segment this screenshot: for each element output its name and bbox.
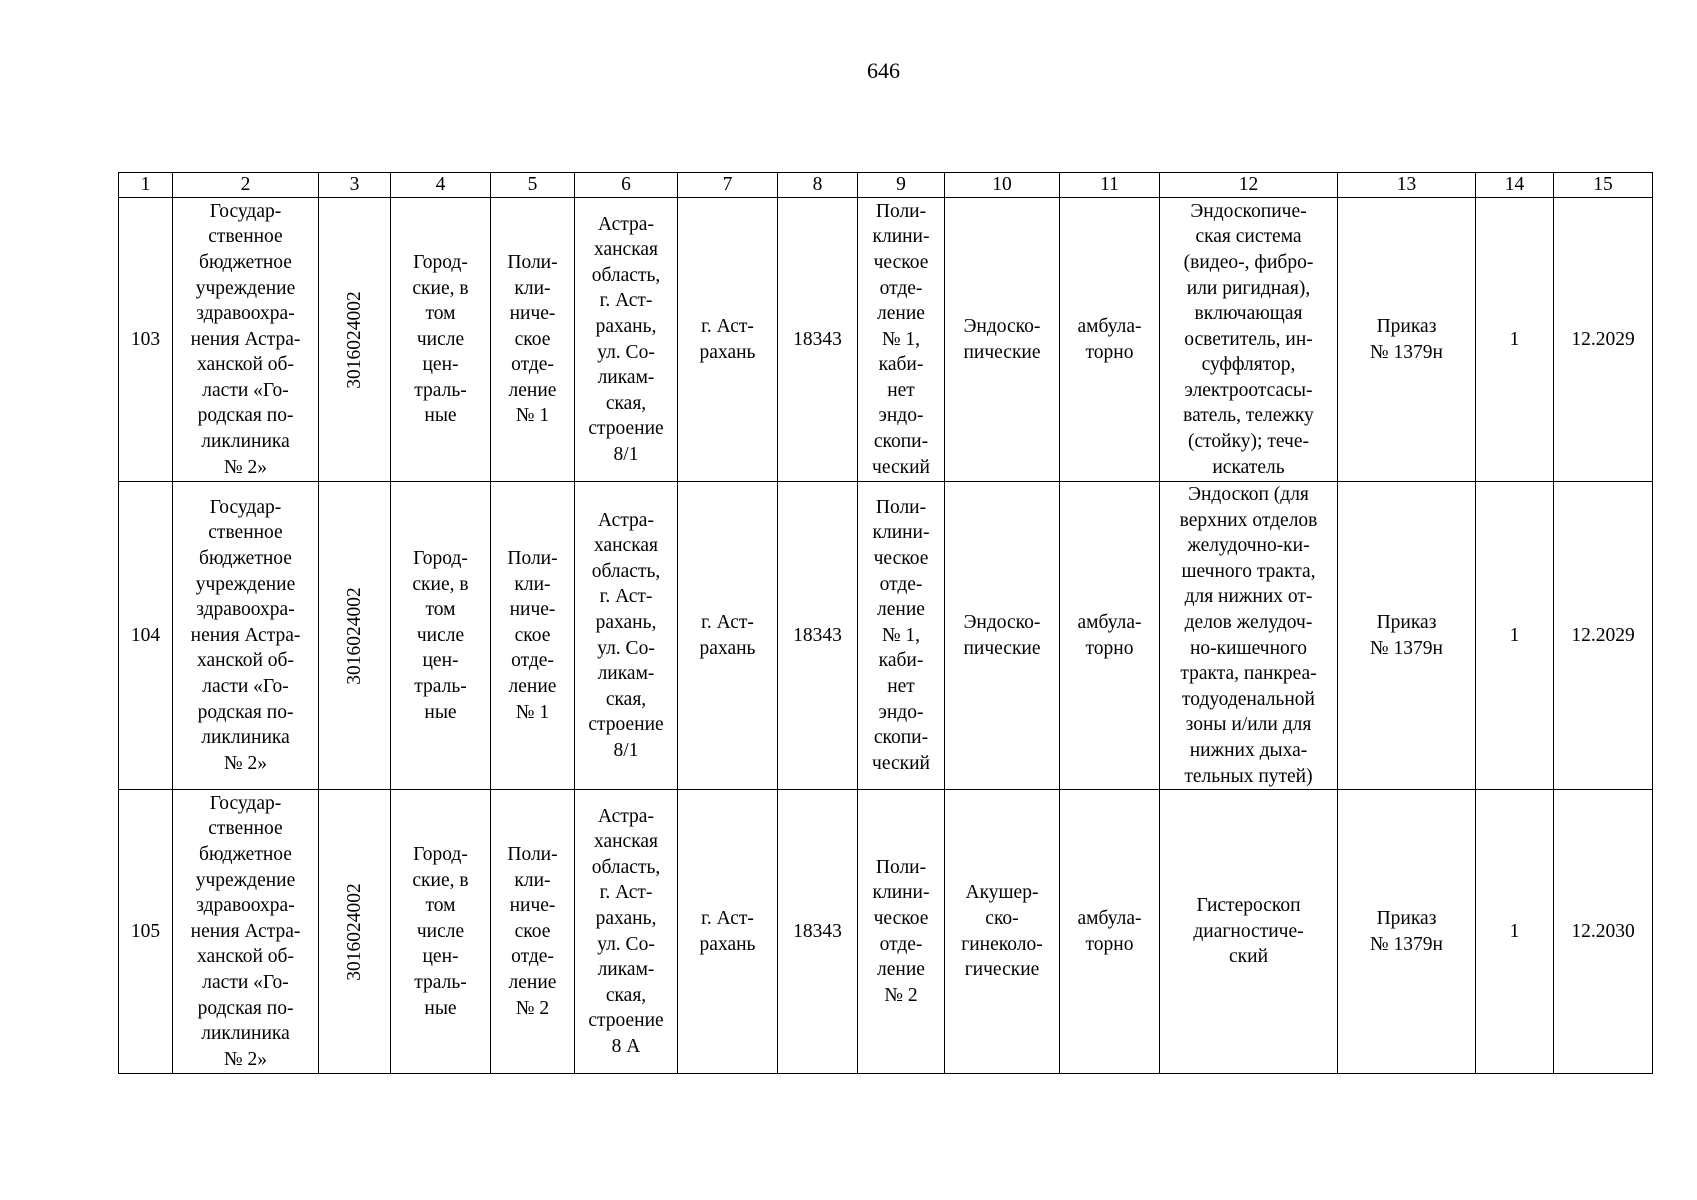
header-cell: 1 xyxy=(119,173,173,198)
code: 18343 xyxy=(778,482,858,790)
care-mode: амбула- торно xyxy=(1060,790,1160,1074)
order-reference: Приказ № 1379н xyxy=(1338,790,1476,1074)
header-cell: 6 xyxy=(575,173,678,198)
table-row xyxy=(119,198,1653,482)
inn-text: 3016024002 xyxy=(343,586,365,685)
organization-name: Государ- ственное бюджетное учреждение здравоохра- нения Астра- ханской об- ласти «Го- родская по- ликлиника № 2» xyxy=(173,198,319,482)
header-cell: 8 xyxy=(778,173,858,198)
care-mode: амбула- торно xyxy=(1060,482,1160,790)
profile: Эндоско- пические xyxy=(945,482,1060,790)
header-cell: 11 xyxy=(1060,173,1160,198)
address: Астра- ханская область, г. Аст- рахань, ул. Со- ликам- ская, строение 8/1 xyxy=(575,482,678,790)
row-number: 103 xyxy=(119,198,173,482)
inn-cell xyxy=(319,482,391,790)
header-cell: 3 xyxy=(319,173,391,198)
equipment: Эндоскопиче- ская система (видео-, фибро- или ригидная), включающая осветитель, ин- суффлятор, электроотсасы- ватель, тележку (стойку); тече- искатель xyxy=(1160,198,1338,482)
organization-name: Государ- ственное бюджетное учреждение здравоохра- нения Астра- ханской об- ласти «Го- родская по- ликлиника № 2» xyxy=(173,790,319,1074)
quantity: 1 xyxy=(1476,790,1554,1074)
equipment: Гистероскоп диагностиче- ский xyxy=(1160,790,1338,1074)
inn-text: 3016024002 xyxy=(343,290,365,389)
header-cell: 7 xyxy=(678,173,778,198)
unit-name: Поли- кли- ниче- ское отде- ление № 1 xyxy=(491,198,575,482)
city: г. Аст- рахань xyxy=(678,198,778,482)
profile: Акушер- ско- гинеколо- гические xyxy=(945,790,1060,1074)
organization-type: Город- ские, в том числе цен- траль- ные xyxy=(391,198,491,482)
header-cell: 4 xyxy=(391,173,491,198)
order-reference: Приказ № 1379н xyxy=(1338,482,1476,790)
row-number: 104 xyxy=(119,482,173,790)
equipment: Эндоскоп (для верхних отделов желудочно-ки- шечного тракта, для нижних от- делов желудоч- но-кишечного тракта, панкреа- тодуоденальной зоны и/или для нижних дыха- тельных путей) xyxy=(1160,482,1338,790)
department: Поли- клини- ческое отде- ление № 2 xyxy=(858,790,945,1074)
unit-name: Поли- кли- ниче- ское отде- ление № 2 xyxy=(491,790,575,1074)
unit-name: Поли- кли- ниче- ское отде- ление № 1 xyxy=(491,482,575,790)
quantity: 1 xyxy=(1476,198,1554,482)
equipment-table xyxy=(118,172,1653,1074)
header-row xyxy=(119,173,1653,198)
date: 12.2029 xyxy=(1554,198,1653,482)
date: 12.2029 xyxy=(1554,482,1653,790)
header-cell: 13 xyxy=(1338,173,1476,198)
code: 18343 xyxy=(778,790,858,1074)
code: 18343 xyxy=(778,198,858,482)
inn-cell xyxy=(319,790,391,1074)
inn-text: 3016024002 xyxy=(343,882,365,981)
row-number: 105 xyxy=(119,790,173,1074)
date: 12.2030 xyxy=(1554,790,1653,1074)
header-cell: 12 xyxy=(1160,173,1338,198)
address: Астра- ханская область, г. Аст- рахань, ул. Со- ликам- ская, строение 8/1 xyxy=(575,198,678,482)
department: Поли- клини- ческое отде- ление № 1, каби- нет эндо- скопи- ческий xyxy=(858,198,945,482)
table-row xyxy=(119,790,1653,1074)
care-mode: амбула- торно xyxy=(1060,198,1160,482)
organization-name: Государ- ственное бюджетное учреждение здравоохра- нения Астра- ханской об- ласти «Го- родская по- ликлиника № 2» xyxy=(173,482,319,790)
header-cell: 10 xyxy=(945,173,1060,198)
header-cell: 14 xyxy=(1476,173,1554,198)
table-row xyxy=(119,482,1653,790)
address: Астра- ханская область, г. Аст- рахань, ул. Со- ликам- ская, строение 8 А xyxy=(575,790,678,1074)
header-cell: 9 xyxy=(858,173,945,198)
organization-type: Город- ские, в том числе цен- траль- ные xyxy=(391,790,491,1074)
organization-type: Город- ские, в том числе цен- траль- ные xyxy=(391,482,491,790)
department: Поли- клини- ческое отде- ление № 1, каби- нет эндо- скопи- ческий xyxy=(858,482,945,790)
city: г. Аст- рахань xyxy=(678,790,778,1074)
quantity: 1 xyxy=(1476,482,1554,790)
header-cell: 15 xyxy=(1554,173,1653,198)
header-cell: 2 xyxy=(173,173,319,198)
city: г. Аст- рахань xyxy=(678,482,778,790)
header-cell: 5 xyxy=(491,173,575,198)
page-number: 646 xyxy=(867,58,900,83)
order-reference: Приказ № 1379н xyxy=(1338,198,1476,482)
inn-cell xyxy=(319,198,391,482)
profile: Эндоско- пические xyxy=(945,198,1060,482)
